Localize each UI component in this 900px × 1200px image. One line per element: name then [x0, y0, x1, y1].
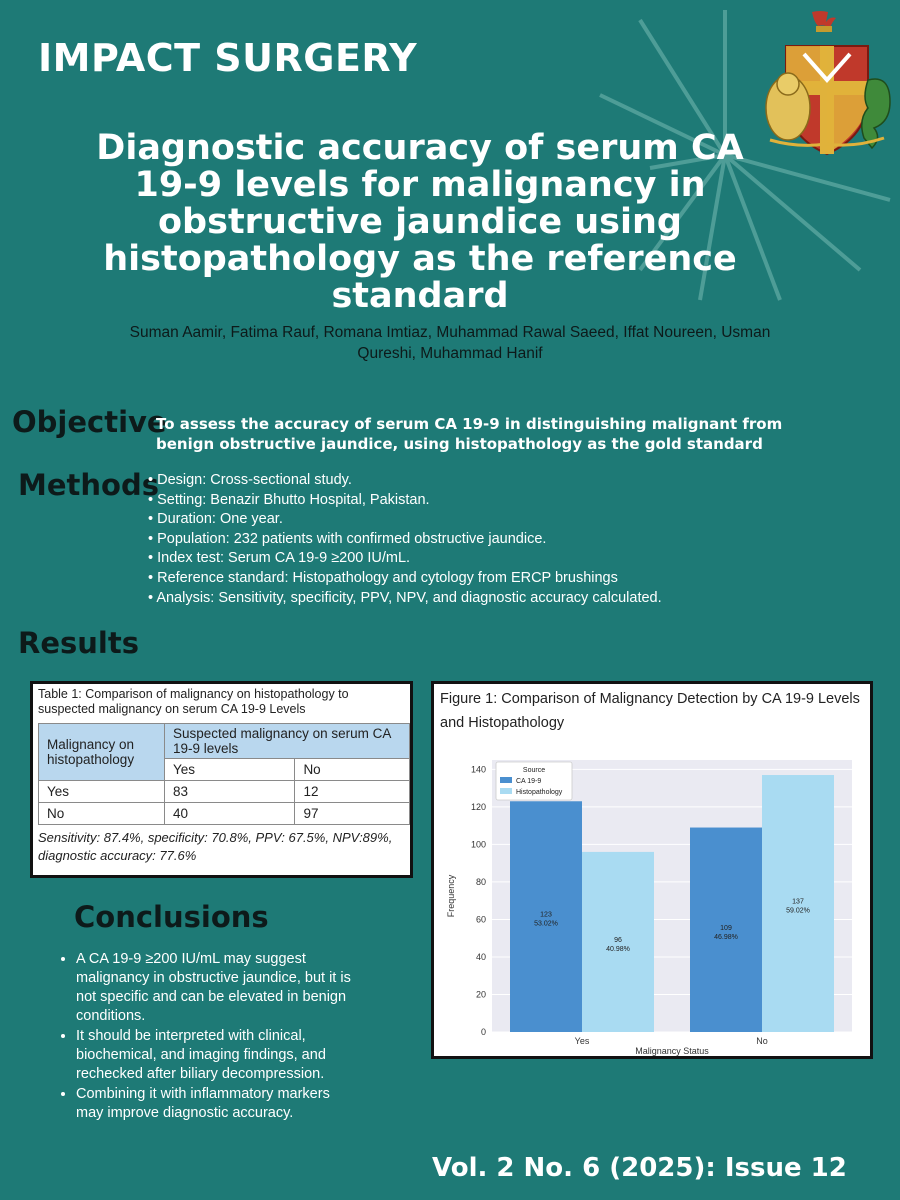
- legend-title: Source: [522, 767, 546, 774]
- x-axis-label: Malignancy Status: [635, 1046, 709, 1056]
- table-cell: 83: [165, 781, 295, 803]
- data-label: 40.98%: [606, 945, 630, 953]
- legend-entry: Histopathology: [516, 789, 563, 796]
- data-label: 46.98%: [714, 933, 738, 941]
- poster-title: Diagnostic accuracy of serum CA 19-9 levels for malignancy in obstructive jaundice using histopathology as the reference standard: [96, 128, 744, 316]
- legend-entry: CA 19-9: [516, 778, 542, 785]
- y-tick-label: 80: [475, 876, 486, 887]
- y-axis-label: Frequency: [446, 874, 456, 918]
- table-cell: 12: [295, 781, 410, 803]
- y-tick-label: 140: [470, 764, 486, 775]
- journal-name: IMPACT SURGERY: [38, 36, 418, 80]
- methods-item-population: • Population: 232 patients with confirmed obstructive jaundice.: [148, 530, 848, 550]
- data-label: 123: [540, 911, 552, 919]
- methods-heading: Methods: [18, 468, 159, 502]
- x-tick-label: Yes: [574, 1036, 590, 1046]
- methods-list: [148, 471, 848, 608]
- results-heading: Results: [18, 626, 139, 660]
- data-label: 137: [792, 898, 804, 906]
- y-tick-label: 20: [475, 989, 486, 1000]
- table-row: [39, 781, 410, 803]
- table-row-label: Yes: [39, 781, 165, 803]
- data-label: 59.02%: [786, 907, 810, 915]
- objective-heading: Objective: [12, 405, 167, 439]
- conclusion-item: • Combining it with inflammatory markers may improve diagnostic accuracy.: [76, 1085, 358, 1123]
- conclusions-list: [58, 950, 358, 1124]
- methods-item-analysis: • Analysis: Sensitivity, specificity, PPV, NPV, and diagnostic accuracy calculated.: [148, 589, 848, 609]
- y-tick-label: 40: [475, 951, 486, 962]
- y-tick-label: 60: [475, 914, 486, 925]
- conclusion-item: • It should be interpreted with clinical, biochemical, and imaging findings, and rechecked after biliary decompression.: [76, 1027, 358, 1084]
- chart-title: Figure 1: Comparison of Malignancy Detection by CA 19-9 Levels and Histopathology: [440, 691, 860, 731]
- data-label: 53.02%: [534, 920, 558, 928]
- legend-swatch: [500, 788, 512, 794]
- objective-text: To assess the accuracy of serum CA 19-9 in distinguishing malignant from benign obstructive jaundice, using histopathology as the gold standard: [156, 415, 783, 453]
- table-subheader-no: No: [295, 759, 410, 781]
- coat-of-arms-logo: [762, 8, 892, 158]
- figure-panel: [431, 681, 873, 1059]
- y-tick-label: 0: [480, 1027, 486, 1037]
- conclusion-item: • A CA 19-9 ≥200 IU/mL may suggest malignancy in obstructive jaundice, but it is not specific and can be elevated in benign conditions.: [76, 950, 358, 1026]
- conclusions-heading: Conclusions: [74, 900, 269, 934]
- data-label: 109: [720, 924, 732, 932]
- table-col-header: Suspected malignancy on serum CA 19-9 levels: [165, 724, 410, 759]
- methods-item-reference-standard: • Reference standard: Histopathology and cytology from ERCP brushings: [148, 569, 848, 589]
- y-tick-label: 100: [470, 839, 486, 850]
- results-table-panel: [30, 681, 413, 878]
- methods-item-duration: • Duration: One year.: [148, 510, 848, 530]
- methods-item-design: • Design: Cross-sectional study.: [148, 471, 848, 491]
- table-stats: Sensitivity: 87.4%, specificity: 70.8%, PPV: 67.5%, NPV:89%, diagnostic accuracy: 77.6%: [38, 830, 393, 863]
- data-label: 96: [614, 936, 622, 944]
- table-subheader-yes: Yes: [165, 759, 295, 781]
- results-table: [38, 723, 410, 825]
- table-row-label: No: [39, 803, 165, 825]
- table-cell: 97: [295, 803, 410, 825]
- table-row-header: Malignancy on histopathology: [39, 724, 165, 781]
- table-row: [39, 803, 410, 825]
- legend-swatch: [500, 777, 512, 783]
- methods-item-index-test: • Index test: Serum CA 19-9 ≥200 IU/mL.: [148, 549, 848, 569]
- author-list: Suman Aamir, Fatima Rauf, Romana Imtiaz, Muhammad Rawal Saeed, Iffat Noureen, Usman Qureshi, Muhammad Hanif: [129, 324, 771, 362]
- bar-chart: [434, 684, 870, 1056]
- table-caption: Table 1: Comparison of malignancy on histopathology to suspected malignancy on serum CA 19-9 Levels: [38, 687, 349, 716]
- methods-item-setting: • Setting: Benazir Bhutto Hospital, Pakistan.: [148, 491, 848, 511]
- issue-label: Vol. 2 No. 6 (2025): Issue 12: [432, 1153, 847, 1183]
- x-tick-label: No: [756, 1036, 768, 1046]
- y-tick-label: 120: [470, 801, 486, 812]
- table-cell: 40: [165, 803, 295, 825]
